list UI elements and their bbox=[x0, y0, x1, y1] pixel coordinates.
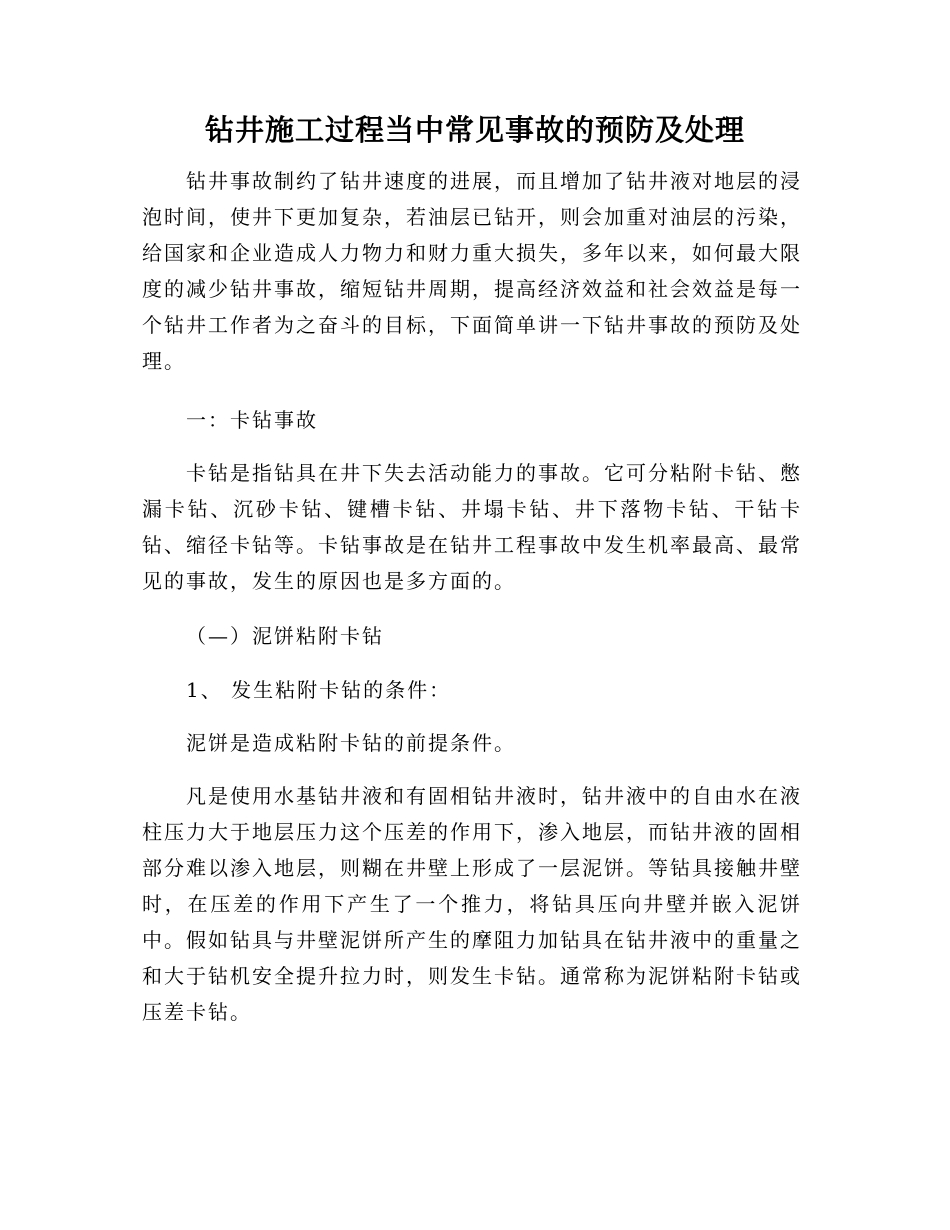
section-paragraph-stuck-pipe: 卡钻是指钻具在井下失去活动能力的事故。它可分粘附卡钻、憋漏卡钻、沉砂卡钻、键槽卡钻、井塌卡钻、井下落物卡钻、干钻卡钻、缩径卡钻等。卡钻事故是在钻井工程事故中发生机率最高、最常见的事故，发生的原因也是多方面的。 bbox=[142, 461, 802, 593]
section-heading-stuck-pipe: 一：卡钻事故 bbox=[186, 408, 318, 432]
item-paragraph-premise: 泥饼是造成粘附卡钻的前提条件。 bbox=[186, 731, 516, 755]
subsection-heading-mudcake-sticking: （—）泥饼粘附卡钻 bbox=[186, 624, 384, 648]
document-title: 钻井施工过程当中常见事故的预防及处理 bbox=[204, 113, 745, 147]
item-heading-conditions: 1、 发生粘附卡钻的条件： bbox=[186, 678, 452, 702]
intro-paragraph: 钻井事故制约了钻井速度的进展，而且增加了钻井液对地层的浸泡时间，使井下更加复杂，若油层已钻开，则会加重对油层的污染，给国家和企业造成人力物力和财力重大损失，多年以来，如何最大限度的减少钻井事故，缩短钻井周期，提高经济效益和社会效益是每一个钻井工作者为之奋斗的目标，下面简单讲一下钻井事故的预防及处理。 bbox=[142, 169, 802, 373]
item-paragraph-mechanism: 凡是使用水基钻井液和有固相钻井液时，钻井液中的自由水在液柱压力大于地层压力这个压差的作用下，渗入地层，而钻井液的固相部分难以渗入地层，则糊在井壁上形成了一层泥饼。等钻具接触井壁时，在压差的作用下产生了一个推力，将钻具压向井壁并嵌入泥饼中。假如钻具与井壁泥饼所产生的摩阻力加钻具在钻井液中的重量之和大于钻机安全提升拉力时，则发生卡钻。通常称为泥饼粘附卡钻或压差卡钻。 bbox=[142, 784, 802, 1024]
